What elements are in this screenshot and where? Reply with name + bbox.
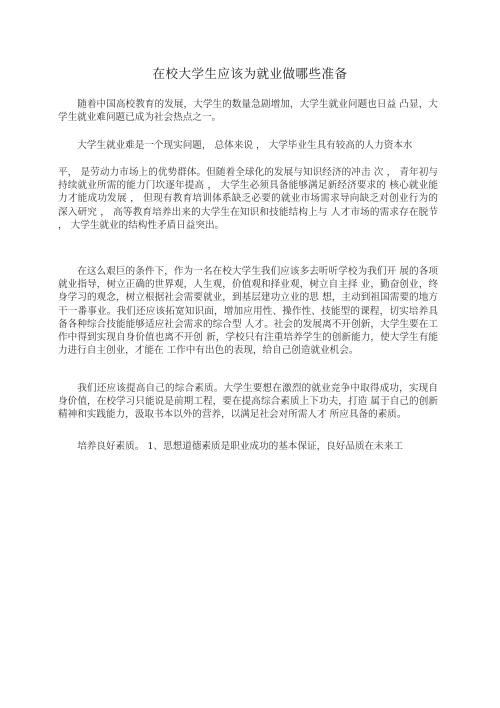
paragraph-employment-problem-continued: 平， 是劳动力市场上的优势群体。但随着全球化的发展与知识经济的冲击 次 ， 青年初与持续就业所需的能力门坎逐年提高 ， 大学生必须具备能够满足新经济要求的 核心就业能力才能成功发展 ， 但现有教育培训体系缺乏必要的就业市场需求导向缺乏对创业行为的深入研究 ， 高等教育培养出来的大学生在知识和技能结构上与 人才市场的需求存在脱节 ， 大学生就业的结构性矛盾日益突出。 — [58, 167, 438, 231]
paragraph-intro: 随着中国高校教育的发展，大学生的数量急剧增加，大学生就业问题也日益 凸显，大学生就业难问题已成为社会热点之一。 — [58, 99, 438, 124]
paragraph-what-to-do: 在这么艰巨的条件下，作为一名在校大学生我们应该多去听听学校为我们开 展的各项就业指导，树立正确的世界观，人生观，价值观和择业观，树立自主择 业，勤奋创业，终身学习的观念，树立根据社会需要就业，到基层建功立业的思 想，主动到祖国需要的地方干一番事业。我们还应该拓宽知识面，增加应用性、操作性、技能型的课程，切实培养具备各种综合技能能够适应社会需求的综合型 人才。社会的发展离不开创新，大学生要在工作中得到实现自身价值也离不开创 新，学校只有注重培养学生的创新能力，使大学生有能力进行自主创业，才能在 工作中有出色的表现，给自己创造就业机会。 — [58, 266, 438, 357]
paragraph-employment-problem-start: 大学生就业难是一个现实问题， 总体来说 ， 大学毕业生具有较高的人力资本水 — [77, 140, 413, 151]
document-title: 在校大学生应该为就业做哪些准备 — [152, 66, 348, 81]
paragraph-good-quality: 培养良好素质。 1、思想道德素质是职业成功的基本保证，良好品质在未来工 — [77, 441, 403, 452]
paragraph-comprehensive-quality: 我们还应该提高自己的综合素质。大学生要想在激烈的就业竞争中取得成功，实现自身价值，在校学习只能说是前期工程，要在提高综合素质上下功夫，打造 属于自己的创新精神和实践能力，汲取书本以外的营养，以满足社会对所需人才 所应具备的素质。 — [58, 383, 438, 421]
